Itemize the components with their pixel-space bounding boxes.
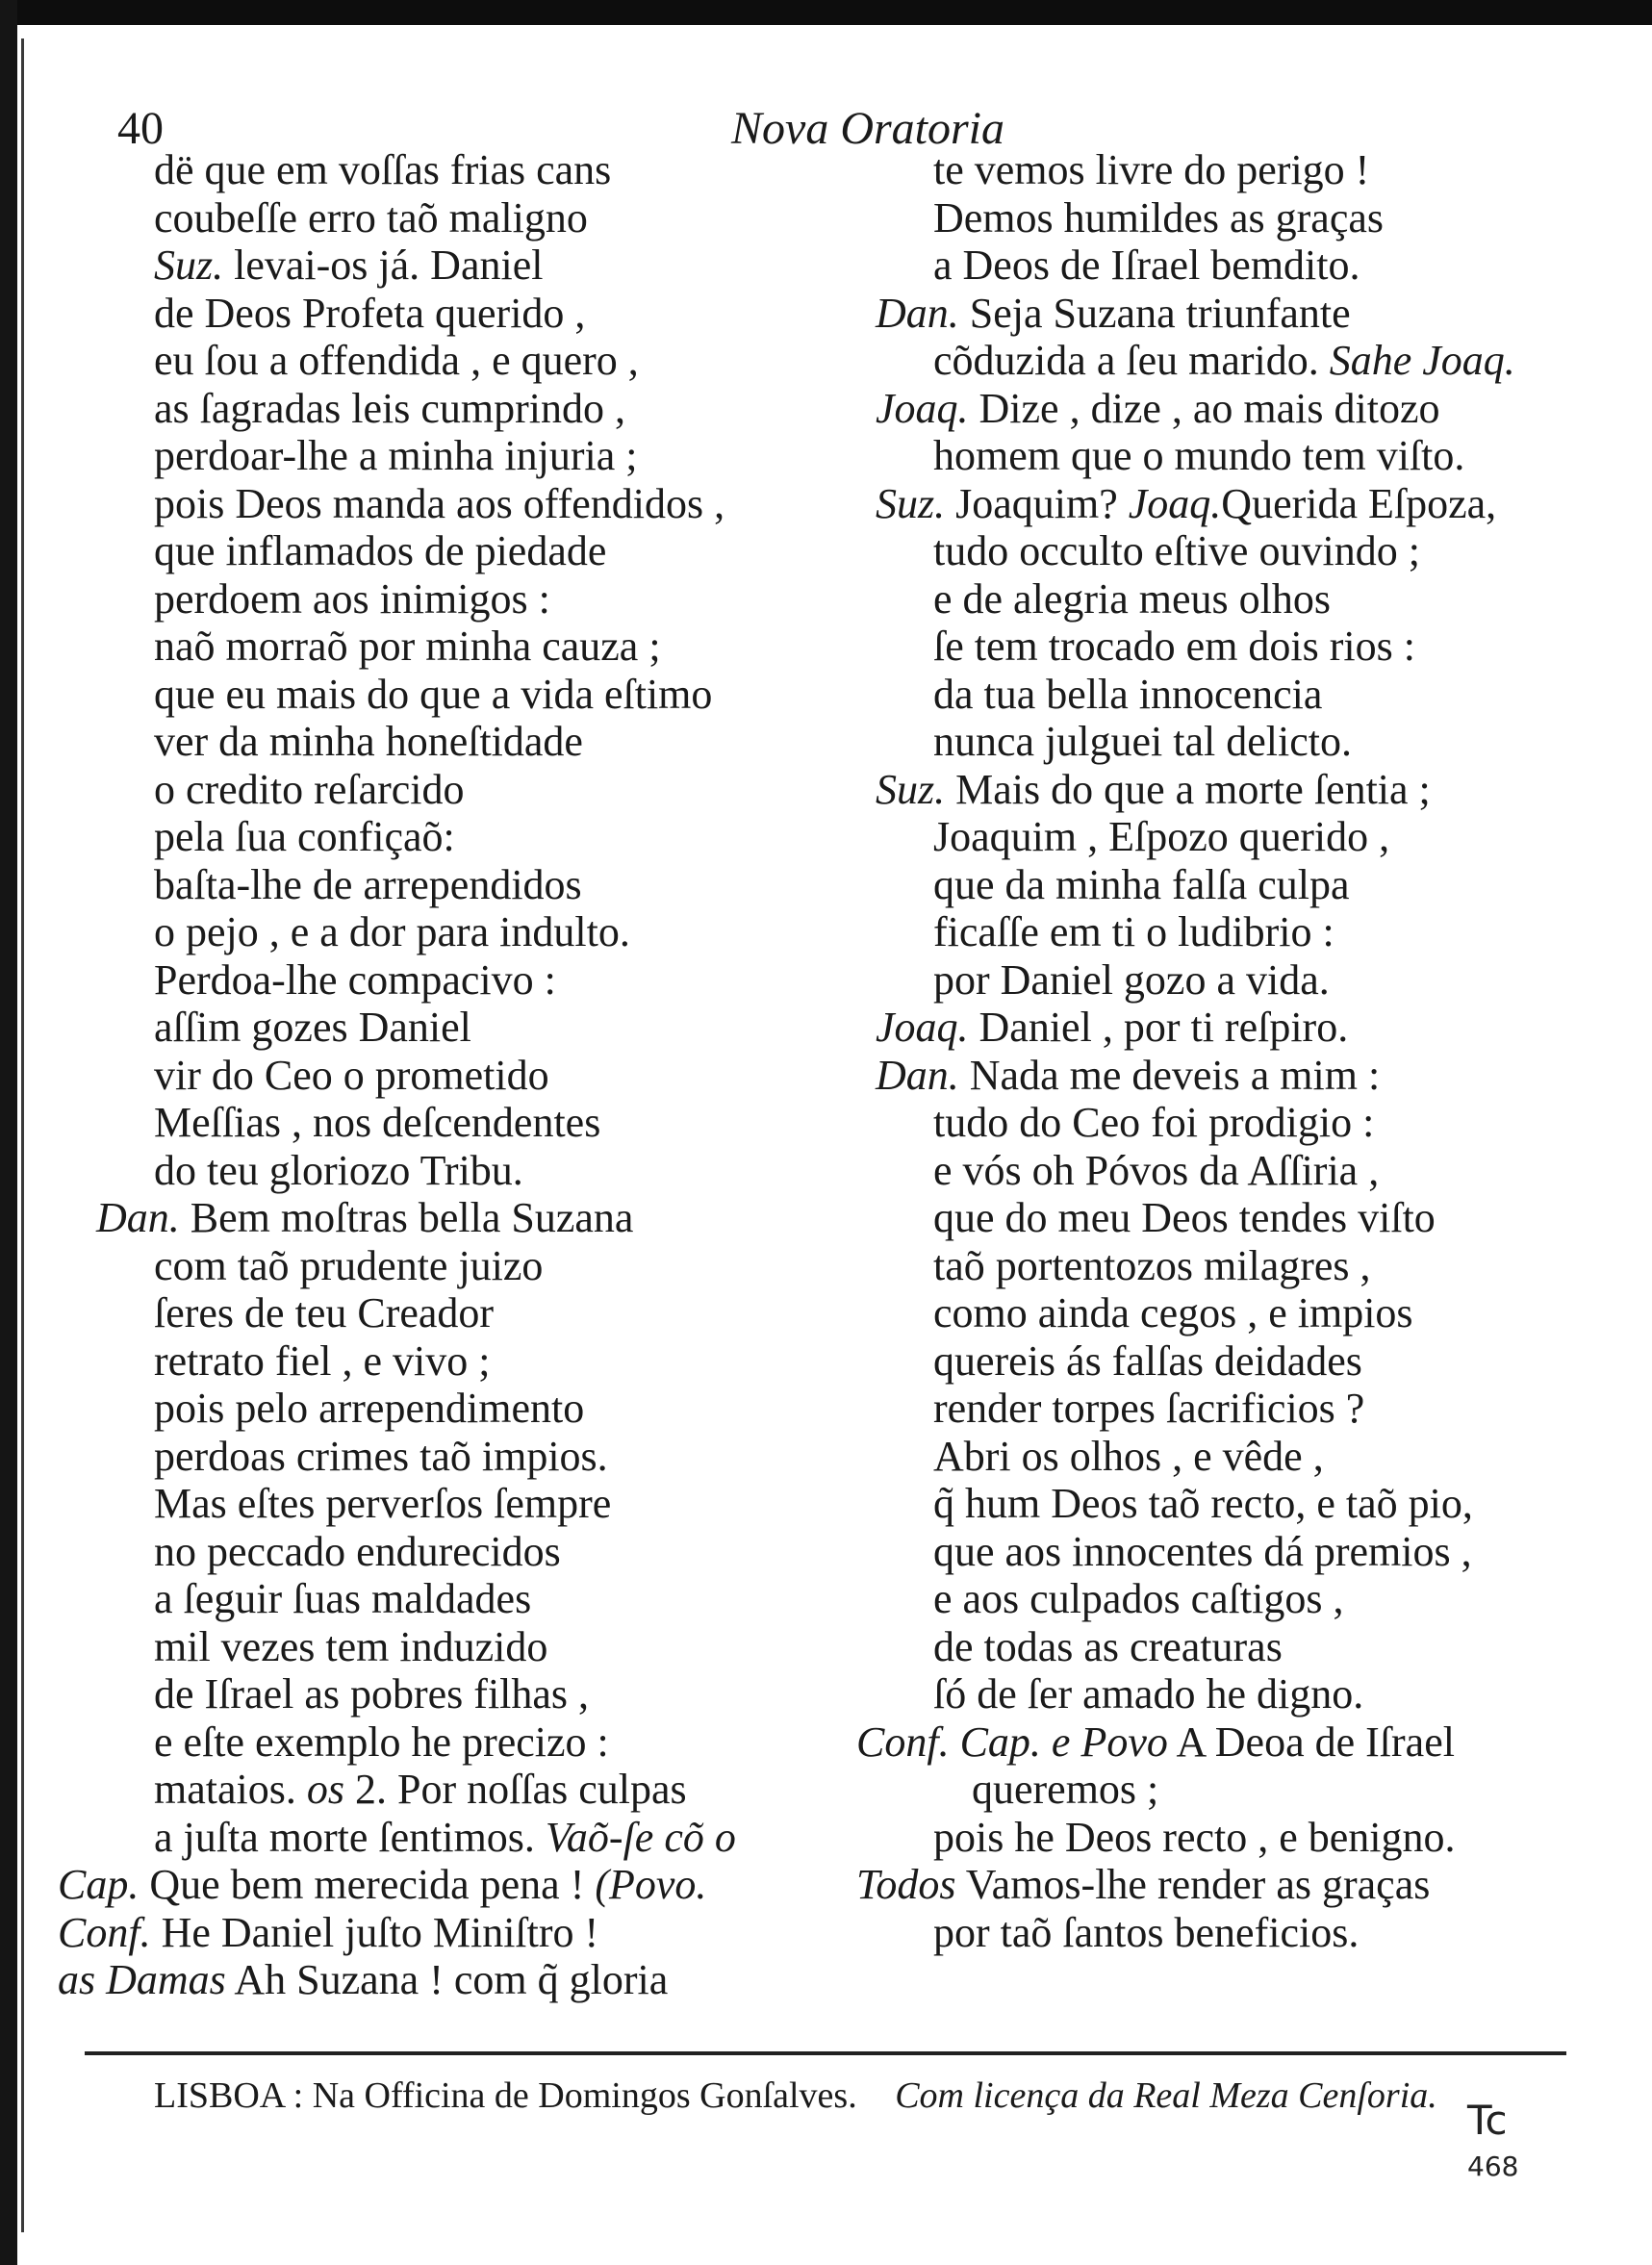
verse-text: Mas eſtes perverſos ſempre: [154, 1480, 612, 1527]
verse-text: no peccado endurecidos: [154, 1527, 561, 1575]
verse-text: ſó de ſer amado he digno.: [933, 1670, 1364, 1718]
verse-text: Joaquim?: [955, 479, 1118, 527]
verse-text: da tua bella innocencia: [933, 670, 1323, 718]
verse-line: [856, 1337, 1645, 1386]
verse-text: a ſeguir ſuas maldades: [154, 1575, 532, 1622]
verse-text: as ſagradas leis cumprindo ,: [154, 384, 625, 432]
scan-top-edge: [0, 0, 1652, 25]
verse-text: perdoas crimes taõ impios.: [154, 1432, 608, 1480]
verse-line: [58, 1814, 847, 1862]
verse-line: [856, 194, 1645, 242]
verse-line: [856, 1480, 1645, 1528]
verse-text: retrato fiel , e vivo ;: [154, 1336, 491, 1385]
verse-line: [58, 1718, 847, 1767]
verse-text: Dize , dize , ao mais ditozo: [978, 384, 1440, 432]
verse-text: dë que em voſſas frias cans: [154, 146, 612, 193]
verse-text: que eu mais do que a vida eſtimo: [154, 670, 713, 718]
verse-text: cõduzida a ſeu marido.: [933, 337, 1319, 384]
verse-text: mil vezes tem induzido: [154, 1622, 548, 1670]
verse-text: e de alegria meus olhos: [933, 574, 1331, 623]
footer-rule: [85, 2051, 1566, 2055]
verse-text: te vemos livre do perigo !: [933, 146, 1370, 193]
verse-text: Demos humildes as graças: [933, 193, 1384, 242]
verse-line: [856, 146, 1645, 194]
speaker-name: Suz.: [876, 765, 946, 813]
verse-line: [58, 1004, 847, 1052]
verse-text: ſeres de teu Creador: [154, 1289, 495, 1336]
verse-text: Joaquim , Eſpozo querido ,: [933, 813, 1390, 860]
scan-left-edge: [0, 0, 17, 2265]
verse-text: naõ morraõ por minha cauza ;: [154, 623, 661, 670]
verse-text: como ainda cegos , e impios: [933, 1289, 1413, 1336]
speaker-name: Conf.: [58, 1908, 151, 1956]
verse-line: [856, 290, 1645, 338]
verse-text: por taõ ſantos beneficios.: [933, 1908, 1360, 1956]
verse-line: [58, 1670, 847, 1718]
verse-line: [58, 1575, 847, 1623]
verse-line: [856, 861, 1645, 909]
verse-line: [856, 1766, 1645, 1814]
verse-line: [856, 1814, 1645, 1862]
verse-line: [58, 146, 847, 194]
verse-line: [856, 432, 1645, 480]
verse-text: A Deoa de Iſrael: [1176, 1718, 1455, 1766]
verse-text: Que bem merecida pena !: [149, 1861, 585, 1908]
speaker-name: Conf. Cap. e Povo: [856, 1718, 1168, 1766]
verse-line: [58, 1052, 847, 1100]
speaker-name: Suz.: [154, 242, 224, 289]
stage-direction: Vaõ-ſe cõ o: [545, 1813, 736, 1861]
verse-text: aſſim gozes Daniel: [154, 1004, 471, 1051]
verse-text: q̃ hum Deos taõ recto, e taõ pio,: [933, 1480, 1473, 1527]
scan-binding-line: [21, 38, 24, 2232]
verse-text: ficaſſe em ti o ludibrio :: [933, 908, 1334, 955]
verse-line: [58, 1194, 847, 1242]
verse-line: [58, 480, 847, 528]
verse-line: [58, 1861, 847, 1909]
verse-text: perdoem aos inimigos :: [154, 574, 550, 623]
speaker-name: Suz.: [876, 479, 946, 527]
verse-text: Ah Suzana ! com q̃ gloria: [234, 1956, 669, 2003]
verse-text: 2. Por noſſas culpas: [354, 1766, 687, 1813]
verse-line: [856, 718, 1645, 766]
verse-text: que aos innocentes dá premios ,: [933, 1527, 1472, 1575]
verse-text: Seja Suzana triunfante: [969, 289, 1351, 337]
verse-line: [856, 242, 1645, 290]
verse-text: a Deos de Iſrael bemdito.: [933, 242, 1360, 289]
verse-line: [58, 813, 847, 861]
verse-line: [856, 623, 1645, 671]
verse-text: coubeſſe erro taõ maligno: [154, 193, 588, 242]
verse-text: Querida Eſpoza,: [1221, 479, 1497, 527]
verse-text: Perdoa-lhe compacivo :: [154, 955, 556, 1004]
page-number: 40: [117, 103, 164, 154]
verse-text: a juſta morte ſentimos.: [154, 1813, 535, 1861]
verse-line: [58, 1623, 847, 1671]
imprint-line: [154, 2074, 1437, 2117]
verse-text: que do meu Deos tendes viſto: [933, 1194, 1436, 1241]
verse-line: [58, 385, 847, 433]
verse-text: homem que o mundo tem viſto.: [933, 432, 1465, 479]
verse-text: com taõ prudente juizo: [154, 1241, 544, 1289]
verse-text: Daniel , por ti reſpiro.: [978, 1004, 1349, 1051]
verse-line: [856, 1433, 1645, 1481]
shelfmark-line1: Tc: [1467, 2097, 1508, 2144]
speaker-name: Joaq.: [1128, 479, 1222, 527]
verse-text: pois pelo arrependimento: [154, 1385, 585, 1432]
verse-line: [58, 290, 847, 338]
verse-text: por Daniel gozo a vida.: [933, 955, 1330, 1004]
verse-text: Mais do que a morte ſentia ;: [955, 765, 1431, 813]
verse-text: o credito reſarcido: [154, 765, 465, 813]
verse-line: [58, 766, 847, 814]
verse-text: tudo do Ceo foi prodigio :: [933, 1099, 1375, 1146]
verse-line: [856, 1052, 1645, 1100]
verse-text: Vamos-lhe render as graças: [965, 1861, 1431, 1908]
speaker-name: Joaq.: [876, 384, 969, 432]
verse-line: [856, 1147, 1645, 1195]
verse-text: mataios.: [154, 1766, 296, 1813]
stage-direction: (Povo.: [595, 1861, 707, 1908]
verse-line: [58, 1147, 847, 1195]
verse-line: [58, 1766, 847, 1814]
verse-text: Bem moſtras bella Suzana: [190, 1194, 634, 1241]
verse-line: [856, 1670, 1645, 1718]
verse-line: [856, 956, 1645, 1005]
verse-line: [856, 1718, 1645, 1767]
verse-line: [856, 813, 1645, 861]
verse-line: [856, 1385, 1645, 1433]
verse-line: [58, 1909, 847, 1957]
verse-line: [58, 671, 847, 719]
verse-text: de Deos Profeta querido ,: [154, 289, 586, 337]
verse-text: pois he Deos recto , e benigno.: [933, 1813, 1456, 1861]
verse-text: pela ſua confiçaõ:: [154, 813, 455, 860]
verse-line: [856, 671, 1645, 719]
verse-line: [856, 1575, 1645, 1623]
verse-line: [58, 1337, 847, 1386]
verse-line: [58, 718, 847, 766]
verse-line: [58, 432, 847, 480]
speaker-name: as Damas: [58, 1956, 226, 2003]
verse-line: [856, 1004, 1645, 1052]
verse-line: [58, 1099, 847, 1147]
verse-line: [856, 1194, 1645, 1242]
verse-line: [58, 956, 847, 1005]
verse-line: [58, 1242, 847, 1290]
verse-text: Meſſias , nos deſcendentes: [154, 1099, 601, 1146]
verse-line: [856, 527, 1645, 575]
shelfmark-line2: 468: [1467, 2150, 1519, 2182]
verse-text: Daniel: [430, 242, 544, 289]
verse-text: ver da minha honeſtidade: [154, 718, 583, 765]
verse-line: [856, 1528, 1645, 1576]
verse-line: [856, 766, 1645, 814]
running-title: Nova Oratoria: [731, 103, 1005, 154]
verse-text: baſta-lhe de arrependidos: [154, 860, 582, 908]
verse-text: do teu gloriozo Tribu.: [154, 1146, 523, 1194]
verse-text: nunca julguei tal delicto.: [933, 718, 1352, 765]
speaker-name: Joaq.: [876, 1004, 969, 1051]
shelfmark: [1467, 2098, 1518, 2190]
speaker-name: Dan.: [876, 1051, 959, 1099]
verse-text: pois Deos manda aos offendidos ,: [154, 479, 725, 527]
verse-text: tudo occulto eſtive ouvindo ;: [933, 527, 1420, 574]
verse-line: [856, 1861, 1645, 1909]
verse-text: Abri os olhos , e vêde ,: [933, 1432, 1324, 1480]
imprint-licence: Com licença da Real Meza Cenſoria.: [895, 2075, 1437, 2116]
verse-text: quereis ás falſas deidades: [933, 1336, 1362, 1385]
verse-line: [856, 575, 1645, 624]
verse-text: Nada me deveis a mim :: [969, 1051, 1381, 1099]
verse-line: [58, 1385, 847, 1433]
verse-text: levai-os já.: [234, 242, 420, 289]
verse-line: [58, 575, 847, 624]
speaker-name: Cap.: [58, 1861, 140, 1908]
left-text-column: [58, 146, 847, 2004]
verse-line: [58, 908, 847, 956]
verse-line: [58, 527, 847, 575]
verse-line: [856, 337, 1645, 385]
verse-line: [856, 1909, 1645, 1957]
verse-text: e aos culpados caſtigos ,: [933, 1575, 1344, 1622]
verse-text: perdoar-lhe a minha injuria ;: [154, 432, 638, 479]
verse-text: eu ſou a offendida , e quero ,: [154, 337, 639, 384]
verse-text: taõ portentozos milagres ,: [933, 1241, 1371, 1289]
verse-line: [58, 1433, 847, 1481]
right-text-column: [856, 146, 1645, 1956]
verse-line: [58, 1956, 847, 2004]
verse-text: o pejo , e a dor para indulto.: [154, 908, 630, 955]
verse-text: He Daniel juſto Miniſtro !: [161, 1908, 599, 1956]
verse-line: [58, 861, 847, 909]
verse-line: [58, 1480, 847, 1528]
verse-line: [58, 1528, 847, 1576]
verse-text: render torpes ſacrificios ?: [933, 1385, 1365, 1432]
verse-line: [58, 337, 847, 385]
verse-line: [856, 480, 1645, 528]
verse-line: [58, 623, 847, 671]
verse-text: e eſte exemplo he precizo :: [154, 1718, 609, 1766]
verse-line: [58, 242, 847, 290]
verse-text: que inflamados de piedade: [154, 527, 607, 574]
verse-line: [58, 1289, 847, 1337]
imprint-place: LISBOA : Na Officina de Domingos Gonſalves.: [154, 2075, 857, 2116]
verse-text: e vós oh Póvos da Aſſiria ,: [933, 1146, 1380, 1194]
verse-text: de Iſrael as pobres filhas ,: [154, 1670, 590, 1718]
verse-text: vir do Ceo o prometido: [154, 1051, 549, 1099]
verse-line: [856, 1289, 1645, 1337]
speaker-name: Todos: [856, 1861, 956, 1908]
verse-line: [856, 1623, 1645, 1671]
verse-line: [856, 1099, 1645, 1147]
speaker-name: Dan.: [876, 289, 959, 337]
stage-direction: os: [306, 1766, 344, 1813]
verse-line: [856, 908, 1645, 956]
verse-text: queremos ;: [972, 1766, 1159, 1813]
book-page: [58, 67, 1597, 2165]
speaker-name: Dan.: [96, 1194, 180, 1241]
verse-line: [856, 1242, 1645, 1290]
verse-text: que da minha falſa culpa: [933, 860, 1350, 908]
verse-line: [58, 194, 847, 242]
stage-direction: Sahe Joaq.: [1329, 337, 1515, 384]
verse-text: de todas as creaturas: [933, 1622, 1283, 1670]
verse-text: ſe tem trocado em dois rios :: [933, 623, 1415, 670]
verse-line: [856, 385, 1645, 433]
